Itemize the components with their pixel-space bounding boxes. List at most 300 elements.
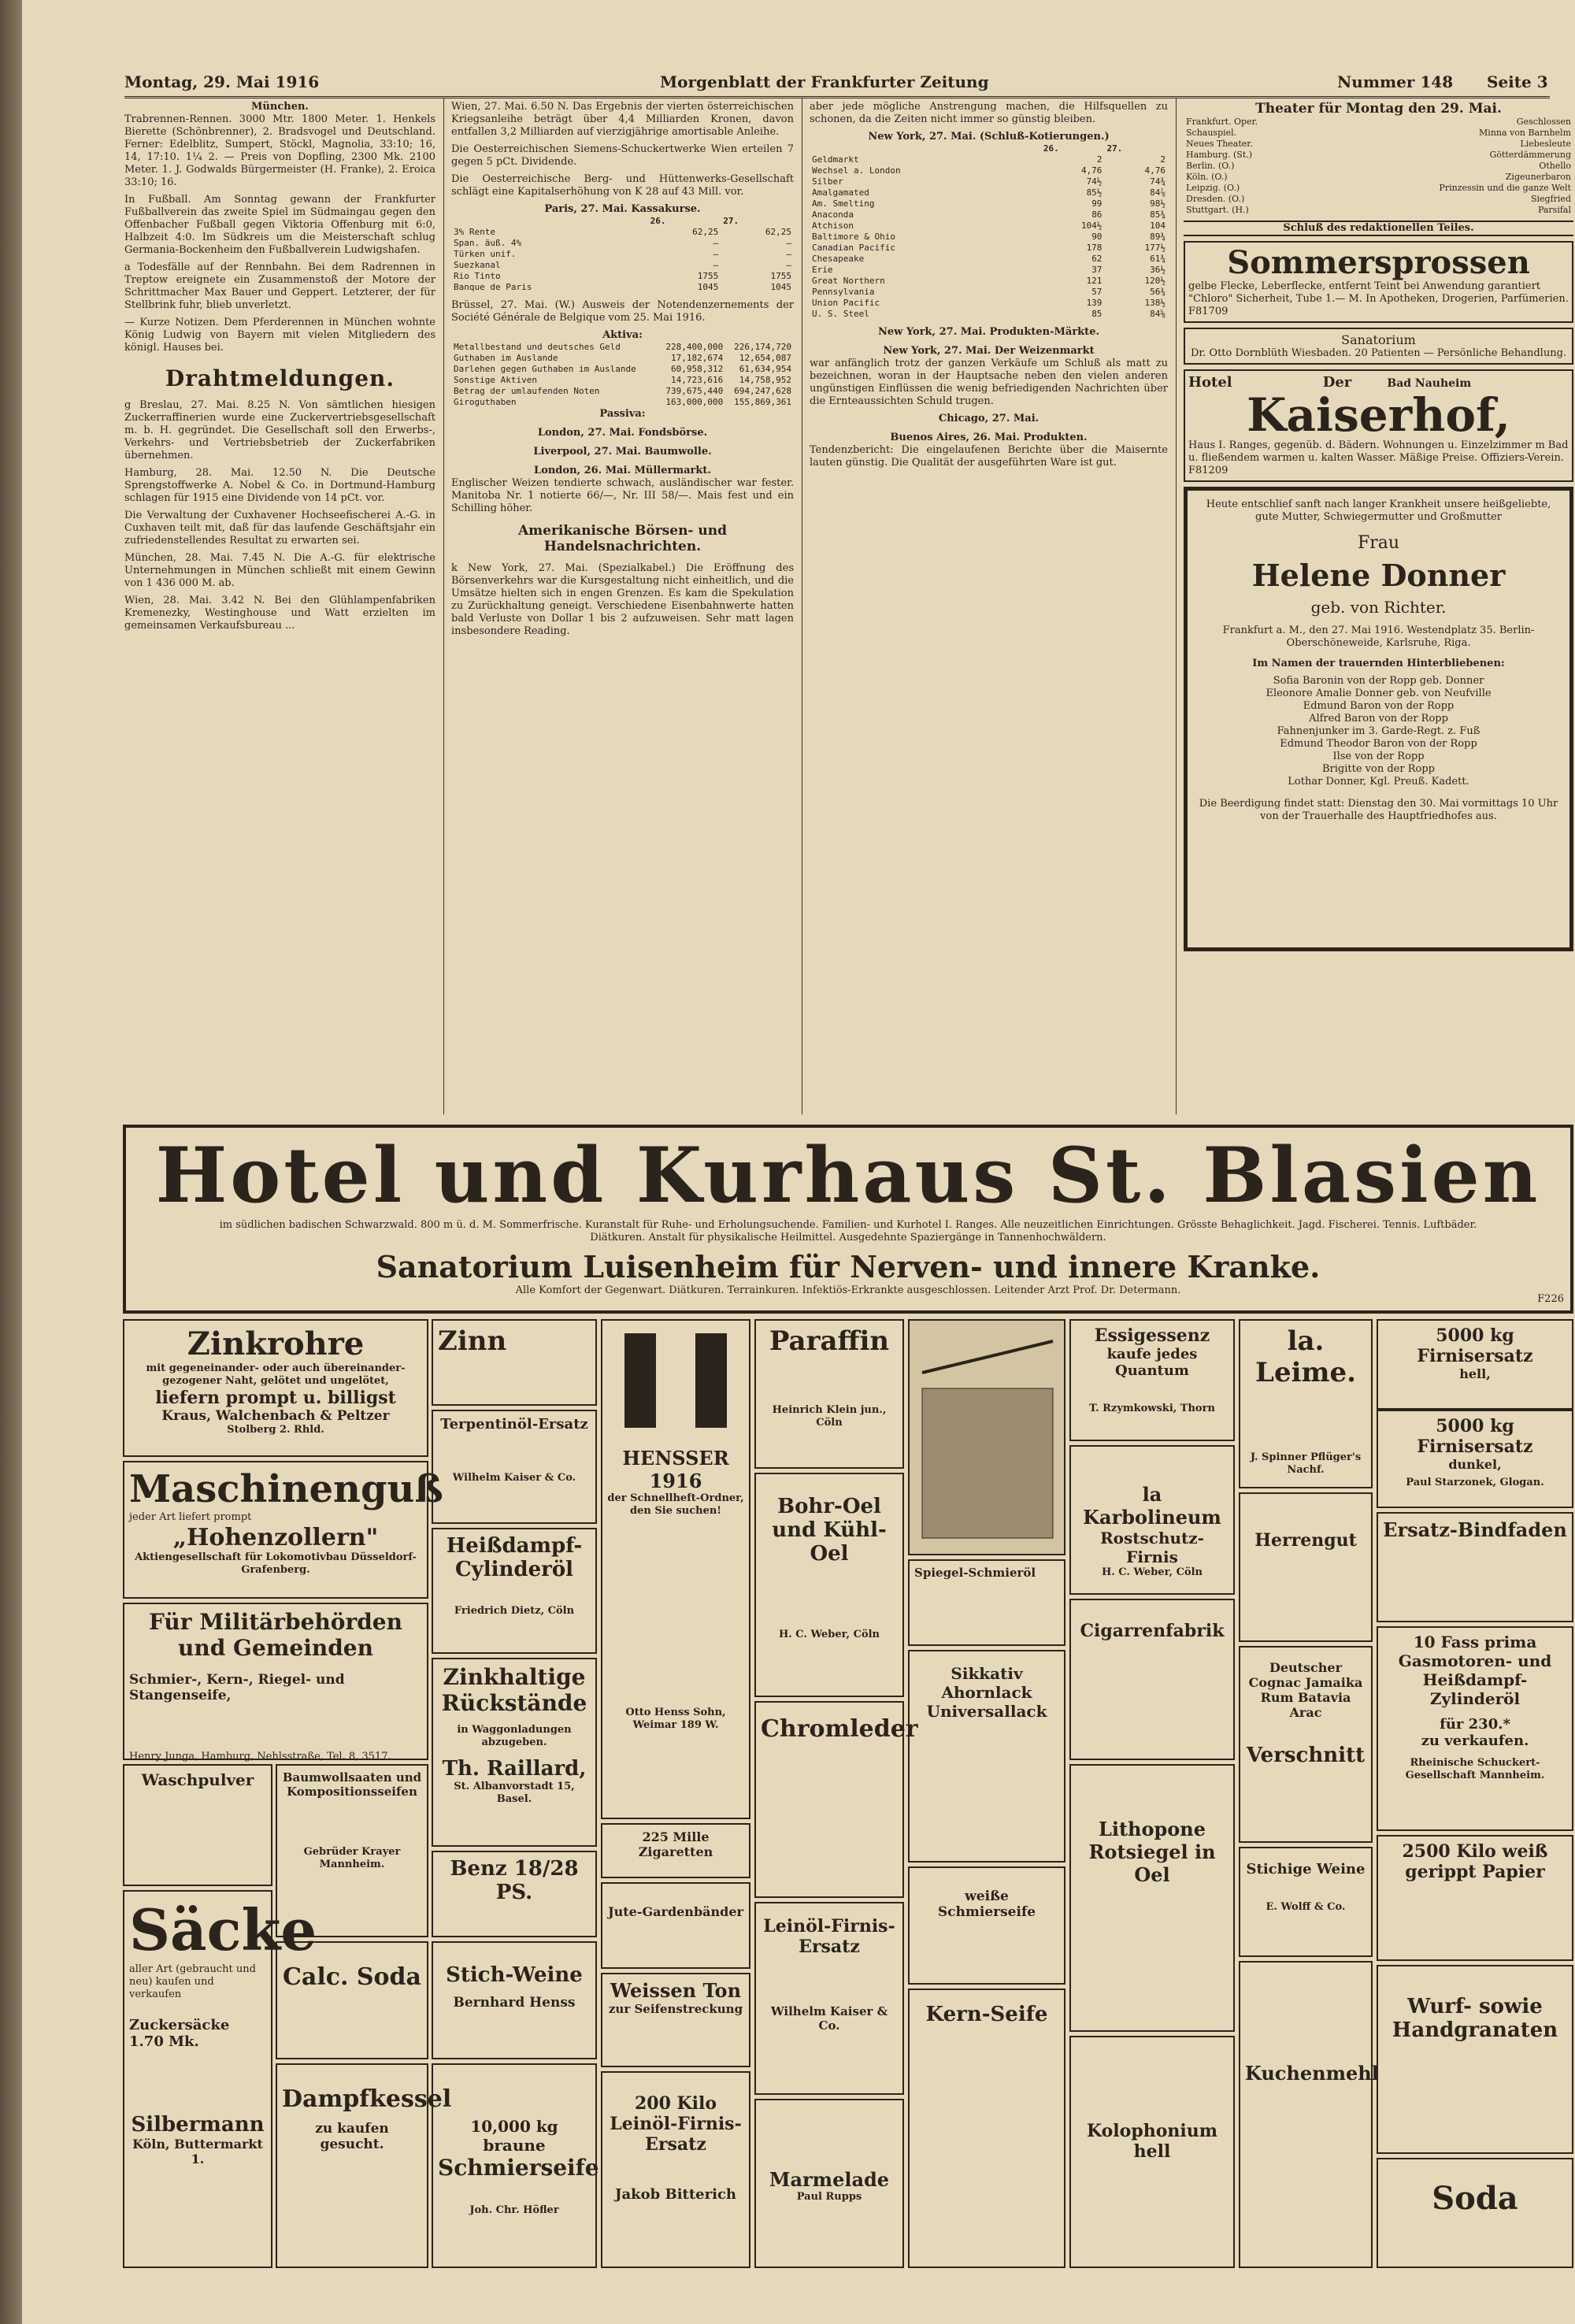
- table-cell: 84⅞: [1150, 187, 1166, 198]
- table-cell: 1755: [770, 271, 791, 281]
- table-cell: Siegfried: [1530, 194, 1571, 204]
- table-cell: Köln. (O.): [1186, 172, 1228, 182]
- table-cell: Span. äuß. 4%: [454, 238, 522, 248]
- paraffin-ad: [754, 1319, 904, 1469]
- table-cell: 99: [1091, 198, 1102, 209]
- death-frau: Frau: [1357, 533, 1400, 553]
- table-cell: 4,76: [1144, 165, 1166, 176]
- st-blasien-line3: Alle Komfort der Gegenwart. Diätkuren. Terrainkuren. Infektiös-Erkrankte ausgeschlossen. Leitender Arzt Prof. Dr. Determann.: [515, 1284, 1181, 1296]
- theater-heading: Theater für Montag den 29. Mai.: [1255, 101, 1502, 117]
- sommersprossen-title: Sommersprossen: [1227, 244, 1530, 281]
- mourner-name: Fahnenjunker im 3. Garde-Regt. z. Fuß: [1277, 725, 1480, 737]
- table-cell: Türken unif.: [454, 249, 517, 259]
- ny-row: [810, 187, 1168, 198]
- leinoel-ad: [754, 1902, 904, 2095]
- table-cell: 86: [1091, 209, 1102, 220]
- schmierseife-ad: [432, 2063, 597, 2268]
- brussels-row: [451, 386, 794, 397]
- table-cell: Pennsylvania: [812, 287, 875, 297]
- table-cell: Atchison: [812, 221, 854, 231]
- saecke-city: Köln, Buttermarkt 1.: [132, 2137, 263, 2166]
- ny-row: [810, 221, 1168, 232]
- kaiserhof-der: Der: [1322, 374, 1352, 391]
- baumwoll-title: Baumwollsaaten und Kompositionsseifen: [282, 1770, 422, 1799]
- baumwoll-firm: Gebrüder Krayer Mannheim.: [303, 1846, 401, 1870]
- st-blasien-line2: Diätkuren. Anstalt für physikalische Heilmittel. Ausgedehnte Spaziergänge in Tannenhochwäldern.: [590, 1232, 1106, 1244]
- mourner-name: Alfred Baron von der Ropp: [1309, 713, 1448, 725]
- death-mourners-heading: Im Namen der trauernden Hinterbliebenen:: [1252, 658, 1505, 669]
- ny-row: [810, 287, 1168, 298]
- table-cell: 104½: [1080, 221, 1102, 231]
- column-sports-telegrams: [124, 101, 435, 1117]
- header-cell: 26.: [1043, 143, 1059, 154]
- hensser-title: HENSSER 1916: [622, 1447, 729, 1492]
- essig-ad: [1069, 1319, 1235, 1441]
- table-cell: Canadian Pacific: [812, 243, 895, 253]
- kernseife-ad: [908, 1989, 1065, 2268]
- theater-row: [1184, 194, 1573, 205]
- london-heading: London, 27. Mai. Fondsbörse.: [537, 427, 708, 439]
- maschinenguss-firm: Aktiengesellschaft für Lokomotivbau Düsseldorf-Grafenberg.: [135, 1551, 417, 1576]
- table-cell: Metallbestand und deutsches Geld: [454, 342, 621, 352]
- zinkrueckstand-title: Zinkhaltige Rückstände: [441, 1664, 587, 1716]
- bohroel-ad: [754, 1473, 904, 1697]
- weissen-ton-ad: [601, 1973, 750, 2067]
- ny-wheat-text: war anfänglich trotz der ganzen Verkäufe um Schluß als matt zu bezeichnen, woran in der Hauptsache neben den vielen anderen ungünstigen Einflüssen die wenig befriedigenden Nachrichten über die Ernteaussichten Schuld trugen.: [810, 358, 1168, 407]
- firnis-hell-ad: [1377, 1319, 1573, 1410]
- schmierseife-firm: Joh. Chr. Höfler: [469, 2204, 559, 2216]
- maschinenguss-title: Maschinenguß: [129, 1467, 443, 1511]
- table-cell: 84⅝: [1150, 309, 1166, 319]
- zinn-title: Zinn: [438, 1325, 507, 1357]
- vienna-loan: Wien, 27. Mai. 6.50 N. Das Ergebnis der vierten österreichischen Kriegsanleihe beträgt über 4,4 Milliarden Kronen, davon entfallen 3,2 Milliarden auf vierzigjährige amortisable Anleihe.: [451, 101, 794, 138]
- paris-row: [451, 260, 794, 271]
- table-cell: Parsifal: [1537, 205, 1571, 215]
- table-cell: Suezkanal: [454, 260, 501, 270]
- mourner-name: Eleonore Amalie Donner geb. von Neufville: [1266, 688, 1492, 699]
- table-cell: 139: [1086, 298, 1102, 308]
- header-cell: [451, 216, 648, 227]
- buenos-text: Tendenzbericht: Die eingelaufenen Berichte über die Maisernte lauten günstig. Die Qualität der ausgeführten Ware ist gut.: [810, 444, 1168, 469]
- zinkrohre-offer: liefern prompt u. billigst: [155, 1388, 396, 1408]
- wolff-firm: E. Wolff & Co.: [1266, 1901, 1346, 1913]
- brussels-row: [451, 375, 794, 386]
- table-cell: 155,869,361: [734, 397, 791, 407]
- sanatorium-text: Dr. Otto Dornblüth Wiesbaden. 20 Patienten — Persönliche Behandlung.: [1190, 347, 1567, 359]
- stichweine-ad: [432, 1941, 597, 2059]
- buenos-heading: Buenos Aires, 26. Mai. Produkten.: [890, 432, 1088, 443]
- table-cell: 74¾: [1150, 176, 1166, 187]
- zinkrohre-firm: Kraus, Walchenbach & Peltzer: [161, 1408, 390, 1424]
- brussels-row: [451, 342, 794, 353]
- table-cell: 4,76: [1080, 165, 1102, 176]
- firnis-dunkel-sub: dunkel,: [1448, 1457, 1502, 1472]
- waschpulver-title: Waschpulver: [141, 1770, 254, 1789]
- table-cell: 85: [1091, 309, 1102, 319]
- waschpulver-ad: [123, 1764, 272, 1886]
- table-cell: Darlehen gegen Guthaben im Auslande: [454, 364, 636, 374]
- firnis-ersatz-title: 200 Kilo Leinöl-Firnis-Ersatz: [610, 2093, 742, 2155]
- header-page: Seite 3: [1487, 72, 1548, 91]
- binder-icon: [609, 1325, 743, 1436]
- sikkativ-title: Sikkativ Ahornlack Universallack: [926, 1664, 1047, 1721]
- sommersprossen-ad: [1184, 241, 1573, 323]
- military-firm: Henry Junga, Hamburg, Nehlsstraße, Tel. 8, 3517.: [129, 1751, 391, 1762]
- mourner-name: Edmund Theodor Baron von der Ropp: [1280, 738, 1477, 750]
- saecke-text: aller Art (gebraucht und neu) kaufen und verkaufen: [129, 1963, 256, 2000]
- paraffin-title: Paraffin: [769, 1325, 890, 1357]
- table-cell: Silber: [812, 176, 843, 187]
- weissen-ton-title: Weissen Ton: [610, 1979, 742, 2002]
- table-cell: 90: [1091, 232, 1102, 242]
- weisse-seife-ad: [908, 1866, 1065, 1985]
- table-cell: —: [786, 238, 791, 248]
- kolophonium-title: Kolophonium hell: [1086, 2121, 1218, 2162]
- zylinderoel-firm: Rheinische Schuckert-Gesellschaft Mannheim.: [1405, 1757, 1545, 1781]
- firnis-ersatz-ad: [601, 2071, 750, 2268]
- table-cell: 14,758,952: [739, 375, 791, 385]
- passiva-label: Passiva:: [599, 408, 646, 420]
- ny-row: [810, 165, 1168, 176]
- death-name: Helene Donner: [1251, 558, 1506, 593]
- calc-soda-title: Calc. Soda: [283, 1963, 421, 1991]
- karbolineum-title: la Karbolineum: [1083, 1483, 1221, 1529]
- cognac-ad: [1239, 1646, 1373, 1843]
- table-cell: 163,000,000: [665, 397, 724, 407]
- ny-row: [810, 209, 1168, 221]
- table-cell: Dresden. (O.): [1186, 194, 1245, 204]
- newspaper-page: [22, 0, 1575, 2324]
- theater-row: [1184, 205, 1573, 216]
- sanatorium-title: Sanatorium: [1341, 332, 1416, 347]
- table-cell: Leipzig. (O.): [1186, 183, 1240, 193]
- mourner-name: Lothar Donner, Kgl. Preuß. Kadett.: [1288, 776, 1469, 788]
- heissdampf-title: Heißdampf-Cylinderöl: [446, 1534, 583, 1581]
- paris-table: [451, 216, 794, 293]
- table-cell: Geldmarkt: [812, 154, 859, 165]
- table-cell: Chesapeake: [812, 254, 865, 264]
- table-cell: Betrag der umlaufenden Noten: [454, 386, 600, 396]
- ny-row: [810, 298, 1168, 309]
- ny-row: [810, 254, 1168, 265]
- saecke-firm: Silbermann: [131, 2113, 265, 2137]
- table-cell: 36½: [1150, 265, 1166, 275]
- leime-ad: [1239, 1319, 1373, 1488]
- header-cell: 27.: [1106, 143, 1123, 154]
- weisse-seife-title: weiße Schmierseife: [937, 1888, 1036, 1920]
- paris-heading: Paris, 27. Mai. Kassakurse.: [544, 203, 701, 215]
- table-cell: Götterdämmerung: [1489, 150, 1571, 160]
- terpentin-title: Terpentinöl-Ersatz: [440, 1416, 588, 1433]
- stichige-weine-ad: [1239, 1847, 1373, 1957]
- table-cell: 228,400,000: [665, 342, 724, 352]
- zinkrohre-ad: [123, 1319, 428, 1457]
- table-cell: Wechsel a. London: [812, 165, 901, 176]
- table-cell: Rio Tinto: [454, 271, 501, 281]
- table-cell: —: [786, 249, 791, 259]
- death-burial: Die Beerdigung findet statt: Dienstag den 30. Mai vormittags 10 Uhr von der Trauerhalle des Hauptfriedhofes aus.: [1199, 798, 1558, 822]
- raillard-firm: Th. Raillard,: [442, 1757, 587, 1781]
- soda-title: Soda: [1432, 2180, 1518, 2217]
- table-cell: U. S. Steel: [812, 309, 869, 319]
- table-cell: Erie: [812, 265, 833, 275]
- military-sub: Schmier-, Kern-, Riegel- und Stangenseife,: [129, 1672, 345, 1703]
- zinkrohre-text: mit gegeneinander- oder auch übereinander-gezogener Naht, gelötet und ungelötet,: [146, 1362, 406, 1387]
- header-cell: [810, 143, 1041, 154]
- firnis-firm: Paul Starzonek, Glogan.: [1406, 1477, 1544, 1488]
- hensser-firm: Otto Henss Sohn, Weimar 189 W.: [625, 1707, 726, 1731]
- kernseife-title: Kern-Seife: [925, 2003, 1048, 2026]
- marmelade-title: Marmelade: [769, 2168, 890, 2191]
- terpentin-firm: Wilhelm Kaiser & Co.: [452, 1472, 576, 1484]
- table-cell: Zigeunerbaron: [1505, 172, 1571, 182]
- stichweine-firm: Bernhard Henss: [453, 1995, 576, 2011]
- firnis-hell-title: 5000 kg Firnisersatz: [1417, 1325, 1533, 1366]
- soda-ad: [1377, 2158, 1573, 2268]
- bitterich-firm: Jakob Bitterich: [614, 2186, 736, 2203]
- essig-title: Essigessenz: [1094, 1325, 1210, 1346]
- zigaretten-ad: [601, 1823, 750, 1878]
- paris-row: [451, 249, 794, 260]
- ny-row: [810, 265, 1168, 276]
- zigarrenfabrik-title: Cigarrenfabrik: [1080, 1621, 1225, 1641]
- death-names: [1195, 675, 1562, 788]
- header-issue: Nummer 148: [1337, 72, 1454, 91]
- table-cell: Hamburg. (St.): [1186, 150, 1253, 160]
- table-cell: Great Northern: [812, 276, 885, 286]
- mourner-name: Brigitte von der Ropp: [1322, 763, 1435, 775]
- leime-title: la. Leime.: [1255, 1325, 1356, 1388]
- cognac-title: Deutscher Cognac Jamaika Rum Batavia Arac: [1248, 1660, 1363, 1720]
- table-cell: 138½: [1144, 298, 1166, 308]
- schmierseife-amount: 10,000 kg braune: [470, 2117, 558, 2155]
- table-cell: Berlin. (O.): [1186, 161, 1235, 171]
- bindfaden-title: Ersatz-Bindfaden: [1383, 1518, 1567, 1541]
- theater-row: [1184, 139, 1573, 150]
- table-cell: 226,174,720: [734, 342, 791, 352]
- mourner-name: Edmund Baron von der Ropp: [1303, 700, 1455, 712]
- table-cell: Amalgamated: [812, 187, 869, 198]
- american-heading: Amerikanische Börsen- und Handelsnachrichten.: [517, 523, 728, 554]
- essig-firm: T. Rzymkowski, Thorn: [1089, 1403, 1215, 1414]
- table-cell: 85¾: [1150, 209, 1166, 220]
- table-cell: 12,654,087: [739, 353, 791, 363]
- calc-soda-ad: [276, 1941, 428, 2059]
- raillard-city: St. Albanvorstadt 15, Basel.: [454, 1781, 575, 1805]
- zinkrueckstand-sub: in Waggonladungen abzugeben.: [457, 1724, 572, 1748]
- jute-title: Jute-Gardenbänder: [608, 1904, 743, 1919]
- karbolineum-firm: H. C. Weber, Cöln: [1101, 1566, 1203, 1578]
- firnis-hell-sub: hell,: [1459, 1366, 1491, 1381]
- paris-row: [451, 238, 794, 249]
- st-blasien-ad: [123, 1125, 1573, 1314]
- kaiserhof-city: Bad Nauheim: [1387, 377, 1472, 390]
- table-cell: 85½: [1086, 187, 1102, 198]
- stichige-weine-title: Stichige Weine: [1246, 1861, 1366, 1877]
- sikkativ-ad: [908, 1650, 1065, 1863]
- table-cell: 694,247,628: [734, 386, 791, 396]
- ny-row: [810, 198, 1168, 209]
- table-cell: Prinzessin und die ganze Welt: [1439, 183, 1571, 193]
- table-cell: 89¾: [1150, 232, 1166, 242]
- st-blasien-title: Hotel und Kurhaus St. Blasien: [155, 1131, 1541, 1220]
- papier-title: 2500 Kilo weiß gerippt Papier: [1402, 1841, 1548, 1882]
- ny-row: [810, 276, 1168, 287]
- benz-title: Benz 18/28 PS.: [450, 1857, 579, 1904]
- ny-row: [810, 243, 1168, 254]
- essig-sub: kaufe jedes Quantum: [1106, 1346, 1198, 1379]
- column-theater-ads: [1184, 101, 1573, 1117]
- st-blasien-line1: im südlichen badischen Schwarzwald. 800 m ü. d. M. Sommerfrische. Kuranstalt für Ruhe- und Erholungsuchende. Familien- und Kurhotel I. Ranges. Alle neuzeitlichen Einrichtungen. Grösste Behaglichkeit. Jagd. Fischerei. Tennis. Luftbäder.: [219, 1219, 1477, 1231]
- header-cell: 27.: [723, 216, 739, 226]
- mining-news: Die Oesterreichische Berg- und Hüttenwerks-Gesellschaft schlägt eine Kapitalserhöhung von K 28 auf 43 Mill. vor.: [451, 173, 794, 198]
- granaten-title: Wurf- sowie Handgranaten: [1392, 1995, 1558, 2042]
- table-cell: 98½: [1150, 198, 1166, 209]
- kaiserhof-title: Kaiserhof,: [1247, 388, 1510, 442]
- saecke-ad: [123, 1890, 317, 2268]
- table-cell: 2: [1096, 154, 1102, 165]
- bohroel-title: Bohr-Oel und Kühl-Oel: [772, 1495, 887, 1566]
- chicago-heading: Chicago, 27. Mai.: [938, 413, 1040, 424]
- herrengut-ad: [1239, 1492, 1373, 1642]
- mourner-name: Ilse von der Ropp: [1332, 751, 1425, 762]
- table-cell: 1045: [697, 282, 719, 292]
- bindfaden-ad: [1377, 1512, 1573, 1622]
- dampfkessel-sub: zu kaufen gesucht.: [315, 2121, 389, 2152]
- brussels-heading: Brüssel, 27. Mai. (W.) Ausweis der Notendenzernements der Société Générale de Belgique vom 25. Mai 1916.: [451, 299, 794, 324]
- table-cell: 739,675,440: [665, 386, 724, 396]
- death-intro: Heute entschlief sanft nach langer Krankheit unsere heißgeliebte, gute Mutter, Schwiegermutter und Großmutter: [1206, 499, 1551, 523]
- table-cell: Giroguthaben: [454, 397, 517, 407]
- kolophonium-ad: [1069, 2036, 1235, 2268]
- death-birthname: geb. von Richter.: [1310, 598, 1447, 617]
- table-cell: Banque de Paris: [454, 282, 532, 292]
- header-paper: Morgenblatt der Frankfurter Zeitung: [660, 72, 989, 91]
- ny-products-heading: New York, 27. Mai. Produkten-Märkte.: [878, 326, 1099, 338]
- table-cell: 177½: [1144, 243, 1166, 253]
- death-notice: [1184, 487, 1573, 951]
- product-illustration-icon: [914, 1325, 1061, 1551]
- dampfkessel-ad: [276, 2063, 452, 2268]
- football-news: In Fußball. Am Sonntag gewann der Frankfurter Fußballverein das zweite Spiel im Südmaingau gegen den Offenbacher Fußball gegen Viktoria Offenburg mit 6:0, Halbzeit 4:0. Im Südkreis um die Meisterschaft schlug Germania-Bockenheim den Fußballverein Ludwigshafen.: [124, 194, 435, 256]
- table-cell: Union Pacific: [812, 298, 880, 308]
- siemens-news: Die Oesterreichischen Siemens-Schuckertwerke Wien erteilen 7 gegen 5 pCt. Dividende.: [451, 143, 794, 168]
- table-cell: 121: [1086, 276, 1102, 286]
- kaiserhof-hotel: Hotel: [1188, 374, 1232, 391]
- ny-heading: New York, 27. Mai. (Schluß-Kotierungen.): [868, 131, 1110, 143]
- military-title: Für Militärbehörden und Gemeinden: [149, 1609, 402, 1661]
- munich-heading: München.: [251, 101, 309, 113]
- heissdampf-firm: Friedrich Dietz, Cöln: [454, 1605, 575, 1617]
- aktiva-label: Aktiva:: [602, 329, 643, 341]
- zylinderoel-title: 10 Fass prima Gasmotoren- und Heißdampf-Zylinderöl: [1398, 1633, 1552, 1708]
- dampfkessel-title: Dampfkessel: [282, 2085, 452, 2113]
- table-cell: 61,634,954: [739, 364, 791, 374]
- table-cell: Stuttgart. (H.): [1186, 205, 1249, 215]
- table-cell: —: [713, 238, 719, 248]
- table-cell: 104: [1150, 221, 1166, 231]
- intro-text: aber jede mögliche Anstrengung machen, die Hilfsquellen zu schonen, da die Zeiten nicht immer so günstig bleiben.: [810, 101, 1168, 125]
- ny-row: [810, 232, 1168, 243]
- table-cell: Frankfurt. Oper.: [1186, 117, 1258, 127]
- table-cell: 14,723,616: [671, 375, 724, 385]
- table-cell: —: [713, 260, 719, 270]
- military-ad: [123, 1603, 428, 1760]
- marmelade-firm: Paul Rupps: [796, 2191, 862, 2203]
- theater-table: [1184, 117, 1573, 216]
- table-cell: Neues Theater.: [1186, 139, 1253, 149]
- table-header: [451, 216, 794, 227]
- karbolineum-sub: Rostschutz-Firnis: [1100, 1529, 1204, 1566]
- zylinderoel-sub: zu verkaufen.: [1421, 1733, 1529, 1749]
- paraffin-firm: Heinrich Klein jun., Cöln: [772, 1404, 887, 1429]
- ny-row: [810, 176, 1168, 187]
- race-results: Trabrennen-Rennen. 3000 Mtr. 1800 Meter. 1. Henkels Bierette (Schönbrenner), 2. Bradsvogel und Deutschland. Ferner: Edelblitz, Sumpert, Stöckl, Magnolia, 33:10; 16, 14, 17:10. 1¼ 2. — Preis von Dopfling, 2300 Mk. 2100 Meter. 1. J. Godwalds Bürgermeister (H. Franke), 2. Eroica 33:10; 16.: [124, 113, 435, 188]
- table-cell: Sonstige Aktiven: [454, 375, 537, 385]
- telegram-hamburg: Hamburg, 28. Mai. 12.50 N. Die Deutsche Sprengstoffwerke A. Nobel & Co. in Dortmund-Hamburg schlagen für 1915 eine Dividende von 14 pCt. vor.: [124, 467, 435, 504]
- saecke-price: Zuckersäcke 1.70 Mk.: [129, 2017, 230, 2050]
- maschinenguss-sub: jeder Art liefert prompt: [129, 1511, 252, 1523]
- zigaretten-title: 225 Mille Zigaretten: [638, 1829, 713, 1859]
- chromleder-ad: [754, 1701, 918, 1898]
- brussels-row: [451, 397, 794, 408]
- lithopone-ad: [1069, 1764, 1235, 2032]
- adjacent-page-edge: [0, 0, 22, 2324]
- editorial-end: Schluß des redaktionellen Teiles.: [1184, 221, 1573, 236]
- column-financial-2: [810, 101, 1168, 1117]
- kuchenmehl-title: Kuchenmehl: [1245, 2062, 1379, 2085]
- paris-row: [451, 282, 794, 293]
- header-date: Montag, 29. Mai 1916: [124, 72, 320, 91]
- london-flour-heading: London, 26. Mai. Müllermarkt.: [534, 465, 711, 476]
- theater-row: [1184, 150, 1573, 161]
- london-flour-text: Englischer Weizen tendierte schwach, ausländischer war fester. Manitoba Nr. 1 notierte 66/—, Nr. III 58/—. Mais fest und ein Schilling höher.: [451, 477, 794, 514]
- telegram-vienna: Wien, 28. Mai. 3.42 N. Bei den Glühlampenfabriken Kremenezky, Westinghouse und Watt erzielten im gemeinsamen Verkaufsbureau ...: [124, 595, 435, 632]
- heissdampf-ad: [432, 1528, 597, 1654]
- table-cell: Minna von Barnhelm: [1479, 128, 1571, 138]
- leinoel-firm: Wilhelm Kaiser & Co.: [770, 2004, 888, 2033]
- cycling-news: a Todesfälle auf der Rennbahn. Bei dem Radrennen in Treptow ereignete ein Zusammenstoß der Motore der Schrittmacher Max Bauer und Geppert. Letzterer, der für Stellbrink fuhr, blieb unverletzt.: [124, 261, 435, 311]
- paris-row: [451, 271, 794, 282]
- table-cell: —: [713, 249, 719, 259]
- schmierseife-title: Schmierseife: [438, 2155, 599, 2181]
- maschinenguss-name: „Hohenzollern": [172, 1524, 379, 1551]
- ny-row: [810, 154, 1168, 165]
- stichweine-title: Stich-Weine: [446, 1963, 583, 1987]
- st-blasien-sanatorium: Sanatorium Luisenheim für Nerven- und innere Kranke.: [376, 1249, 1321, 1284]
- ny-wheat-heading: New York, 27. Mai. Der Weizenmarkt: [883, 345, 1095, 357]
- table-cell: Geschlossen: [1516, 117, 1571, 127]
- brussels-row: [451, 364, 794, 375]
- telegram-cuxhaven: Die Verwaltung der Cuxhavener Hochseefischerei A.-G. in Cuxhaven teilt mit, daß für das laufende Geschäftsjahr ein zufriedenstellendes Resultat zu erwarten sei.: [124, 510, 435, 547]
- weissen-ton-sub: zur Seifenstreckung: [608, 2002, 743, 2016]
- table-cell: 2: [1160, 154, 1166, 165]
- table-cell: 74½: [1086, 176, 1102, 187]
- table-cell: 1755: [697, 271, 719, 281]
- zinkrueckstand-ad: [432, 1658, 597, 1847]
- bohroel-firm: H. C. Weber, Cöln: [778, 1629, 880, 1640]
- table-cell: 56¾: [1150, 287, 1166, 297]
- header-cell: 26.: [650, 216, 666, 226]
- kaiserhof-ad: [1184, 369, 1573, 482]
- kuchenmehl-ad: [1239, 1961, 1379, 2268]
- granaten-ad: [1377, 1965, 1573, 2154]
- column-financial-1: [451, 101, 794, 1117]
- telegram-munich: München, 28. Mai. 7.45 N. Die A.-G. für elektrische Unternehmungen in München schließt mit einem Gewinn von 1 436 000 M. ab.: [124, 552, 435, 589]
- brussels-table: [451, 342, 794, 408]
- american-text: k New York, 27. Mai. (Spezialkabel.) Die Eröffnung des Börsenverkehrs war die Kursgestaltung nicht einheitlich, und die Umsätze hielten sich in engen Grenzen. Es kam die Spekulation zu Zurückhaltung geneigt. Verschiedene Eisenbahnwerte hatten bald Verluste von Dollar 1 bis 2 aufzuweisen. Sehr matt lagen insbesondere Reading.: [451, 562, 794, 637]
- table-cell: Liebesleute: [1520, 139, 1571, 149]
